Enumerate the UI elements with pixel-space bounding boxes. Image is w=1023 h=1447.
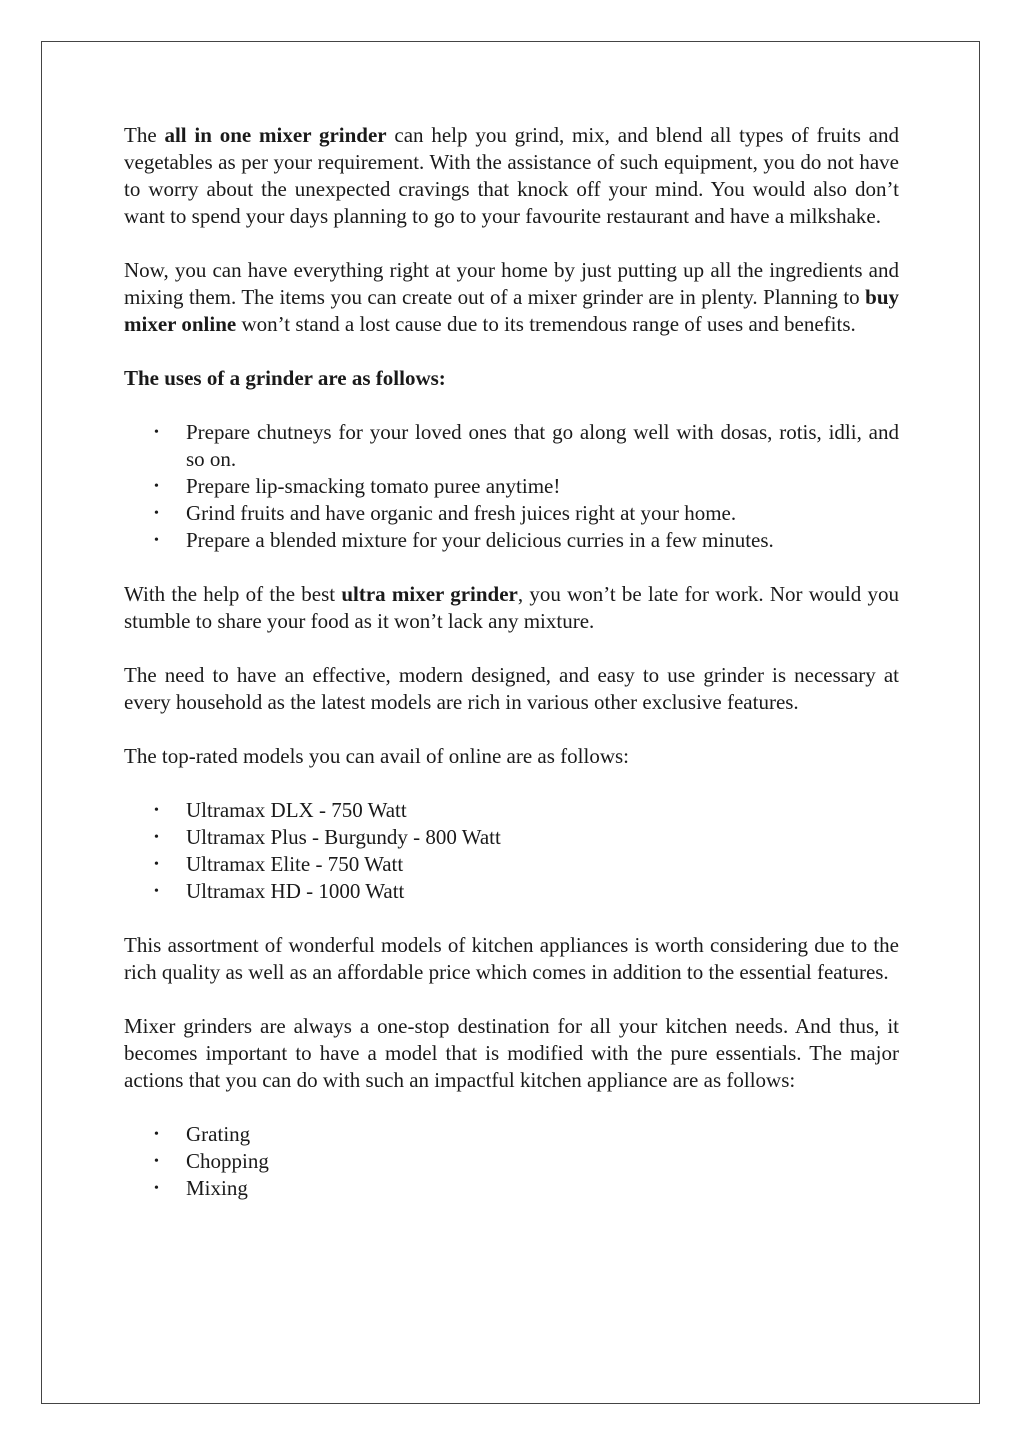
paragraph-ultra-text-end: , you won’t be late for work. Nor would you stumble to share your food as it won’t lack any mixture. xyxy=(124,582,900,633)
paragraph-home-text-start: Now, you can have everything right at your home by just putting up all the ingredients and mixing them. The items you can create out of a mixer grinder are in plenty. Planning to xyxy=(124,258,899,309)
actions-list xyxy=(124,1121,899,1202)
keyword-buy-mixer-online: buy mixer online xyxy=(124,285,899,336)
list-item-text: Ultramax DLX - 750 Watt xyxy=(186,798,407,822)
bullet-icon: • xyxy=(154,533,159,548)
uses-list xyxy=(124,419,899,554)
list-item xyxy=(154,1175,899,1202)
bullet-icon: • xyxy=(154,884,159,899)
list-item-text: Prepare lip-smacking tomato puree anytime! xyxy=(186,474,561,498)
paragraph-assortment: This assortment of wonderful models of kitchen appliances is worth considering due to the rich quality as well as an affordable price which comes in addition to the essential features. xyxy=(124,933,899,984)
bullet-icon: • xyxy=(154,425,159,440)
paragraph-home-text-end: won’t stand a lost cause due to its tremendous range of uses and benefits. xyxy=(236,312,856,336)
paragraph-top-rated: The top-rated models you can avail of online are as follows: xyxy=(124,744,630,768)
list-item xyxy=(154,824,899,851)
bullet-icon: • xyxy=(154,479,159,494)
paragraph-intro-text-start: The xyxy=(124,123,165,147)
paragraph-ultra-text-start: With the help of the best xyxy=(124,582,342,606)
keyword-ultra-mixer-grinder: ultra mixer grinder xyxy=(341,582,518,606)
list-item-text: Grind fruits and have organic and fresh juices right at your home. xyxy=(186,501,737,525)
list-item xyxy=(154,878,899,905)
keyword-all-in-one-mixer-grinder: all in one mixer grinder xyxy=(164,123,387,147)
paragraph-intro-text-end: can help you grind, mix, and blend all types of fruits and vegetables as per your requirement. With the assistance of such equipment, you do not have to worry about the unexpected cravings that knock off your mind. You would also don’t want to spend your days planning to go to your favourite restaurant and have a milkshake. xyxy=(124,123,899,228)
bullet-icon: • xyxy=(154,830,159,845)
paragraph-intro xyxy=(124,122,899,230)
paragraph-home xyxy=(124,257,899,338)
list-item-text: Grating xyxy=(186,1122,251,1146)
models-list xyxy=(124,797,899,905)
list-item xyxy=(154,1121,899,1148)
list-item-text: Ultramax HD - 1000 Watt xyxy=(186,879,405,903)
list-item xyxy=(154,419,899,473)
bullet-icon: • xyxy=(154,1127,159,1142)
paragraph-one-stop: Mixer grinders are always a one-stop destination for all your kitchen needs. And thus, it becomes important to have a model that is modified with the pure essentials. The major actions that you can do with such an impactful kitchen appliance are as follows: xyxy=(124,1014,899,1092)
list-item xyxy=(154,797,899,824)
bullet-icon: • xyxy=(154,506,159,521)
list-item xyxy=(154,500,899,527)
bullet-icon: • xyxy=(154,1154,159,1169)
document-body xyxy=(124,122,899,1229)
list-item xyxy=(154,527,899,554)
list-item xyxy=(154,473,899,500)
bullet-icon: • xyxy=(154,1181,159,1196)
list-item xyxy=(154,851,899,878)
bullet-icon: • xyxy=(154,857,159,872)
list-item-text: Ultramax Plus - Burgundy - 800 Watt xyxy=(186,825,501,849)
list-item-text: Mixing xyxy=(186,1176,248,1200)
bullet-icon: • xyxy=(154,803,159,818)
paragraph-need: The need to have an effective, modern designed, and easy to use grinder is necessary at every household as the latest models are rich in various other exclusive features. xyxy=(124,663,899,714)
paragraph-ultra xyxy=(124,581,899,635)
uses-heading: The uses of a grinder are as follows: xyxy=(124,366,446,390)
list-item-text: Chopping xyxy=(186,1149,269,1173)
list-item-text: Prepare a blended mixture for your delicious curries in a few minutes. xyxy=(186,528,774,552)
list-item-text: Ultramax Elite - 750 Watt xyxy=(186,852,404,876)
list-item-text: Prepare chutneys for your loved ones that go along well with dosas, rotis, idli, and so on. xyxy=(186,420,899,471)
list-item xyxy=(154,1148,899,1175)
